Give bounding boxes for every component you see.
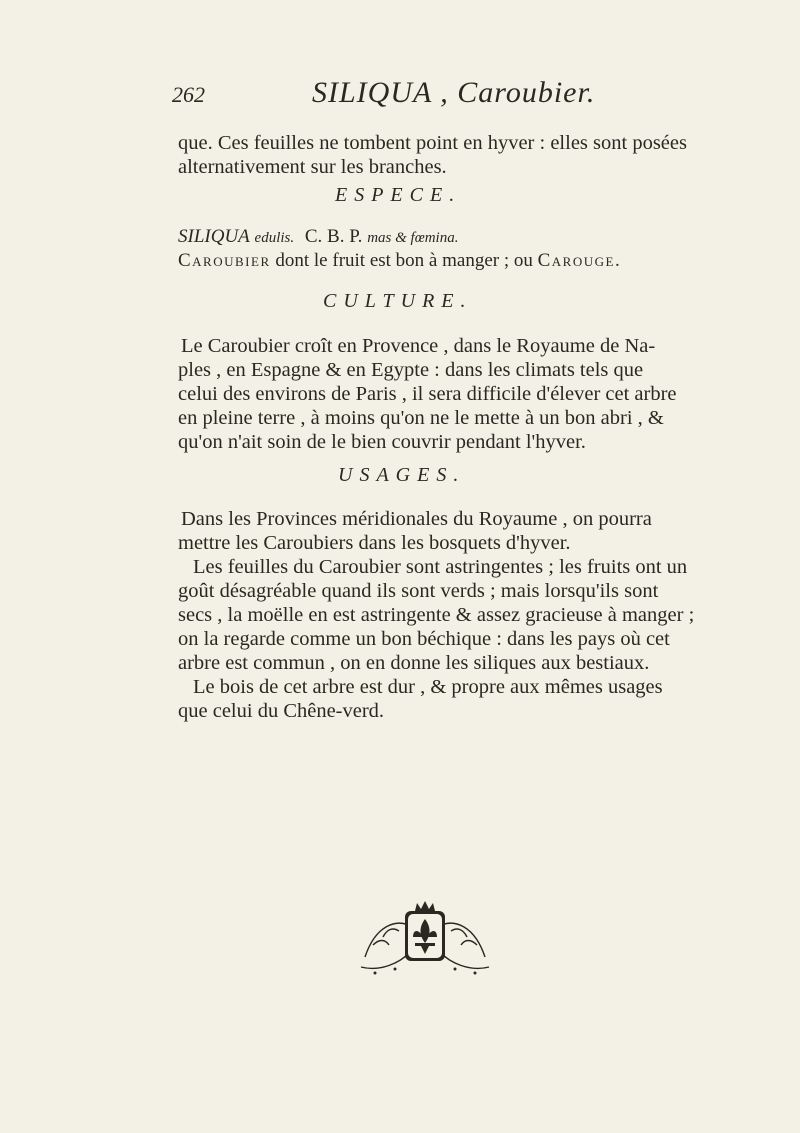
fleur-de-lis-ornament-icon	[355, 897, 495, 983]
usages-line-6: on la regarde comme un bon béchique : dans les pays où cet	[178, 628, 670, 650]
alternate-name: Carouge.	[537, 250, 622, 271]
species-name: SILIQUA	[178, 226, 250, 247]
intro-line-1: que. Ces feuilles ne tombent point en hyver : elles sont posées	[178, 132, 687, 154]
species-description: dont le fruit est bon à manger ; ou	[275, 250, 533, 271]
usages-line-8: Le bois de cet arbre est dur , & propre aux mêmes usages	[193, 676, 663, 698]
usages-line-5: secs , la moëlle en est astringente & assez gracieuse à manger ;	[178, 604, 695, 626]
species-epithet: edulis.	[254, 230, 295, 246]
culture-line-3: celui des environs de Paris , il sera difficile d'élever cet arbre	[178, 383, 677, 405]
culture-line-2: ples , en Espagne & en Egypte : dans les climats tels que	[178, 359, 644, 381]
species-line-2	[178, 250, 621, 272]
page-header	[172, 72, 772, 122]
heading-culture: CULTURE.	[323, 290, 473, 312]
usages-line-1: Dans les Provinces méridionales du Royaume , on pourra	[181, 508, 652, 530]
usages-line-7: arbre est commun , on en donne les siliques aux bestiaux.	[178, 652, 650, 674]
usages-line-4: goût désagréable quand ils sont verds ; mais lorsqu'ils sont	[178, 580, 659, 602]
culture-line-4: en pleine terre , à moins qu'on ne le mette à un bon abri , &	[178, 407, 664, 429]
usages-line-3: Les feuilles du Caroubier sont astringentes ; les fruits ont un	[193, 556, 688, 578]
usages-line-2: mettre les Caroubiers dans les bosquets d'hyver.	[178, 532, 571, 554]
intro-line-2: alternativement sur les branches.	[178, 156, 447, 178]
culture-line-5: qu'on n'ait soin de le bien couvrir pendant l'hyver.	[178, 431, 586, 453]
common-name: Caroubier	[178, 250, 271, 271]
running-title: SILIQUA , Caroubier.	[312, 76, 596, 109]
culture-line-1: Le Caroubier croît en Provence , dans le Royaume de Na-	[181, 335, 656, 357]
usages-line-9: que celui du Chêne-verd.	[178, 700, 385, 722]
species-sexes: mas & fœmina.	[367, 230, 459, 246]
page-number: 262	[172, 82, 205, 107]
species-line-1	[178, 226, 458, 248]
heading-usages: USAGES.	[338, 464, 466, 486]
species-reference: C. B. P.	[304, 226, 363, 247]
heading-espece: ESPECE.	[335, 184, 462, 206]
